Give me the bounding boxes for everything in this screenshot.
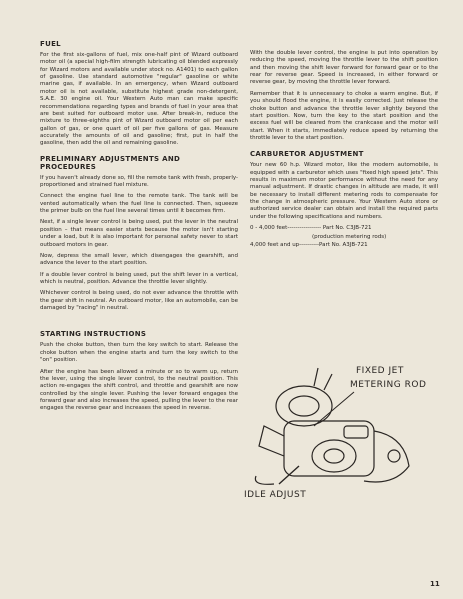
fuel-heading: FUEL (40, 40, 61, 48)
right-column (250, 50, 438, 256)
page-number: 11 (430, 580, 440, 588)
parts-list (250, 225, 438, 249)
preliminary-paragraph: If you haven't already done so, fill the remote tank with fresh, properly-proportioned and strained fuel mixture. (40, 174, 238, 189)
preliminary-section (40, 155, 238, 313)
starting-heading: STARTING INSTRUCTIONS (40, 330, 147, 339)
carburetor-paragraph: Your new 60 h.p. Wizard motor, like the modern automobile, is equipped with a carburetor which uses "fixed high speed jets". This results in maximum motor performance without the need for any manual adjustment. If drastic changes in altitude are made, it will be necessary to install different metering rods to compensate for the change in atmospheric pressure. Your Western Auto store or authorized service dealer can obtain and install the required parts under the following specifications and numbers. (250, 162, 438, 220)
flooding-paragraph: Remember that it is unnecessary to choke a warm engine. But, if you should flood the engine, it is easily corrected. Just release the choke button and advance the throttle lever slightly beyond the start position. Now, turn the key to the start position and the excess fuel will be cleared from the crankcase and the motor will start. When it starts, immediately reduce speed by returning the throttle lever to the start position. (250, 90, 438, 141)
starting-paragraph: After the engine has been allowed a minute or so to warm up, return the lever, using the single lever control, to the neutral position. This action re-engages the shift control, and throttle and gearshift are now controlled by the single lever. Pushing the lever forward engages the forward gear and also increases the speed, pulling the lever to the rear engages the reverse gear and increases the speed in reverse. (40, 368, 238, 412)
carburetor-section (250, 150, 438, 249)
fixed-jet-label-line1: FIXED JET (356, 366, 404, 376)
starting-section (40, 330, 238, 412)
preliminary-paragraph: Next, if a single lever control is being used, put the lever in the neutral position – that means easier starts because the motor isn't starting under a load, but it is also important for personal safety never to start outboard motors in gear. (40, 219, 238, 248)
preliminary-paragraph: Connect the engine fuel line to the remote tank. The tank will be vented automatically when the fuel line is connected. Then, squeeze the primer bulb on the fuel line several times until it becomes firm. (40, 193, 238, 215)
starting-paragraph: Push the choke button, then turn the key switch to start. Release the choke button when the engine starts and turn the key switch to the "on" position. (40, 342, 238, 364)
double-lever-paragraph: With the double lever control, the engine is put into operation by reducing the speed, moving the throttle lever to the shift position and then moving the shift lever forward for forward gear or to the rear for reverse gear. Speed is increased, in either forward or reverse gear, by moving the throttle lever forward. (250, 50, 438, 86)
preliminary-paragraph: If a double lever control is being used, put the shift lever in a vertical, which is neutral, position. Advance the throttle lever slightly. (40, 271, 238, 285)
preliminary-paragraph: Now, depress the small lever, which disengages the gearshift, and advance the lever to the start position. (40, 252, 238, 267)
part-note: (production metering rods) (312, 233, 387, 240)
preliminary-heading: PRELIMINARY ADJUSTMENTS AND PROCEDURES (40, 154, 181, 171)
preliminary-paragraph: Whichever control is being used, do not ever advance the throttle with the gear shift in neutral. An outboard motor, like an automobile, can be damaged by "racing" in neutral. (40, 290, 238, 312)
carburetor-illustration (244, 356, 444, 531)
fuel-section (40, 40, 238, 148)
carburetor-heading: CARBURETOR ADJUSTMENT (250, 150, 364, 159)
fuel-paragraph: For the first six-gallons of fuel, mix one-half pint of Wizard outboard motor oil (a special high-film strength lubricating oil blended expressly for Wizard motors and available under stock no. A1401) to each gallon of gasoline. Use standard automotive "regular" gasoline or white marine gas, if available. In an emergency, when Wizard outboard motor oil is not available, substitute highest grade non-detergent, S.A.E. 30 engine oil. Your Western Auto man can make specific recommendations regarding types and brands of fuel in your area that are best suited for outboard motor use. After break-in, reduce the mixture to three-eighths pint of Wizard outboard motor oil per each gallon of gas, or one quart of oil per five gallons of gas. Measure accurately the amounts of oil and gasoline; first, put in half the gasoline, then add the oil and remaining gasoline. (40, 52, 238, 147)
left-column (40, 40, 238, 420)
carburetor-diagram (244, 356, 444, 531)
part-line-2: 4,000 feet and up----------Part No. A3JB-721 (250, 241, 368, 248)
fixed-jet-label-line2: METERING ROD (350, 380, 427, 390)
part-line-1: 0 - 4,000 feet----------------- Part No. C3JB-721 (250, 225, 372, 232)
idle-adjust-label: IDLE ADJUST (244, 490, 307, 500)
